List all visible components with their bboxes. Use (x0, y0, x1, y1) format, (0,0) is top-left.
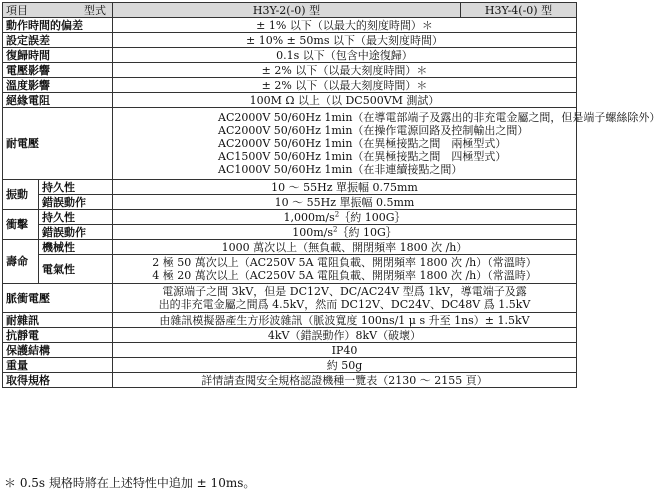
life-label: 壽命 (3, 240, 39, 284)
row-voltage-effect (3, 63, 577, 78)
vibration-durability-label: 持久性 (39, 180, 113, 195)
life-mech-value: 1000 萬次以上（無負載、開閉頻率 1800 次 /h） (113, 240, 577, 255)
shock-malfunction-value-b: ｛約 10G｝ (337, 225, 397, 239)
row-label: 耐電壓 (3, 108, 113, 180)
row-shock-malfunction (3, 225, 577, 240)
row-label: 絕緣電阻 (3, 93, 113, 108)
vibration-malfunction-value: 10 ～ 55Hz 單振幅 0.5mm (113, 195, 577, 210)
row-reset-time (3, 48, 577, 63)
life-elec-line: 4 極 20 萬次以上（AC250V 5A 電阻負載、開閉頻率 1800 次 /h）（常溫時） (152, 269, 537, 282)
row-temp-effect (3, 78, 577, 93)
row-value: 詳情請查閱安全規格認證機種一覽表（2130 ～ 2155 頁） (113, 373, 577, 388)
impulse-line: 出的非充電金屬之間爲 4.5kV，然而 DC12V、DC24V、DC48V 爲 1.5kV (158, 298, 531, 311)
row-protection (3, 343, 577, 358)
row-shock-durability (3, 210, 577, 225)
row-label: 耐雜訊 (3, 313, 113, 328)
life-elec-value (113, 255, 577, 284)
row-label: 取得規格 (3, 373, 113, 388)
shock-malfunction-value (113, 225, 577, 240)
vibration-malfunction-label: 錯誤動作 (39, 195, 113, 210)
row-op-time-dev (3, 18, 577, 33)
row-weight (3, 358, 577, 373)
shock-malfunction-label: 錯誤動作 (39, 225, 113, 240)
impulse-line: 電源端子之間 3kV，但是 DC12V、DC/AC24V 型爲 1kV，導電端子及露 (162, 285, 527, 298)
withstand-lines (113, 108, 660, 180)
header-item-label: 項目 (6, 3, 28, 17)
life-elec-line: 2 極 50 萬次以上（AC250V 5A 電阻負載、開閉頻率 1800 次 /h）（常溫時） (152, 256, 537, 269)
row-value: ± 10% ± 50ms 以下（最大刻度時間） (113, 33, 577, 48)
row-label: 抗靜電 (3, 328, 113, 343)
withstand-line: AC2000V 50/60Hz 1min（在導電部端子及露出的非充電金屬之間，但是端子螺絲除外） (218, 111, 660, 124)
shock-durability-label: 持久性 (39, 210, 113, 225)
row-value: 0.1s 以下（包含中途復歸） (113, 48, 577, 63)
withstand-line: AC1500V 50/60Hz 1min（在異極接點之間 四極型式） (218, 150, 507, 163)
row-set-error (3, 33, 577, 48)
shock-label: 衝擊 (3, 210, 39, 240)
shock-durability-value (113, 210, 577, 225)
row-life-elec (3, 255, 577, 284)
row-value: ± 2% 以下（以最大刻度時間）＊ (113, 63, 577, 78)
row-insulation (3, 93, 577, 108)
row-label: 電壓影響 (3, 63, 113, 78)
shock-malfunction-sup: 2 (333, 224, 338, 233)
header-col1: H3Y-2(-0) 型 (113, 3, 461, 18)
vibration-durability-value: 10 ～ 55Hz 單振幅 0.75mm (113, 180, 577, 195)
row-value: ± 2% 以下（以最大刻度時間）＊ (113, 78, 577, 93)
shock-durability-value-b: ｛約 100G｝ (339, 210, 406, 224)
row-noise (3, 313, 577, 328)
row-value: 約 50g (113, 358, 577, 373)
life-mech-label: 機械性 (39, 240, 113, 255)
row-value: IP40 (113, 343, 577, 358)
row-static (3, 328, 577, 343)
header-model-label: 型式 (84, 4, 106, 17)
row-value: 4kV（錯誤動作）8kV（破壞） (113, 328, 577, 343)
row-label: 溫度影響 (3, 78, 113, 93)
header-row (3, 3, 577, 18)
row-withstand (3, 108, 577, 180)
row-label: 保護結構 (3, 343, 113, 358)
row-label: 動作時間的偏差 (3, 18, 113, 33)
impulse-value (113, 284, 577, 313)
withstand-line: AC2000V 50/60Hz 1min（在異極接點之間 兩極型式） (218, 137, 507, 150)
withstand-line: AC2000V 50/60Hz 1min（在操作電源回路及控制輸出之間） (218, 124, 529, 137)
header-item-cell (3, 3, 113, 18)
row-label: 復歸時間 (3, 48, 113, 63)
withstand-line: AC1000V 50/60Hz 1min（在非連續接點之間） (218, 163, 463, 176)
shock-malfunction-value-a: 100m/s (292, 225, 334, 239)
row-standards (3, 373, 577, 388)
shock-durability-sup: 2 (334, 209, 340, 218)
row-value: 由雜訊模擬器產生方形波雜訊（脈波寬度 100ns/1 μ s 升至 1ns）± 1.5kV (113, 313, 577, 328)
footnote: ＊ 0.5s 規格時將在上述特性中追加 ± 10ms。 (4, 476, 256, 490)
row-vibration-durability (3, 180, 577, 195)
row-life-mech (3, 240, 577, 255)
row-label: 脈衝電壓 (3, 284, 113, 313)
life-elec-label: 電氣性 (39, 255, 113, 284)
header-col2: H3Y-4(-0) 型 (461, 3, 577, 18)
row-label: 重量 (3, 358, 113, 373)
shock-durability-value-a: 1,000m/s (283, 210, 335, 224)
row-label: 設定誤差 (3, 33, 113, 48)
row-value: 100M Ω 以上（以 DC500VM 測試） (113, 93, 577, 108)
spec-table (2, 2, 660, 388)
vibration-label: 振動 (3, 180, 39, 210)
row-impulse (3, 284, 577, 313)
row-vibration-malfunction (3, 195, 577, 210)
row-value: ± 1% 以下（以最大的刻度時間）＊ (113, 18, 577, 33)
